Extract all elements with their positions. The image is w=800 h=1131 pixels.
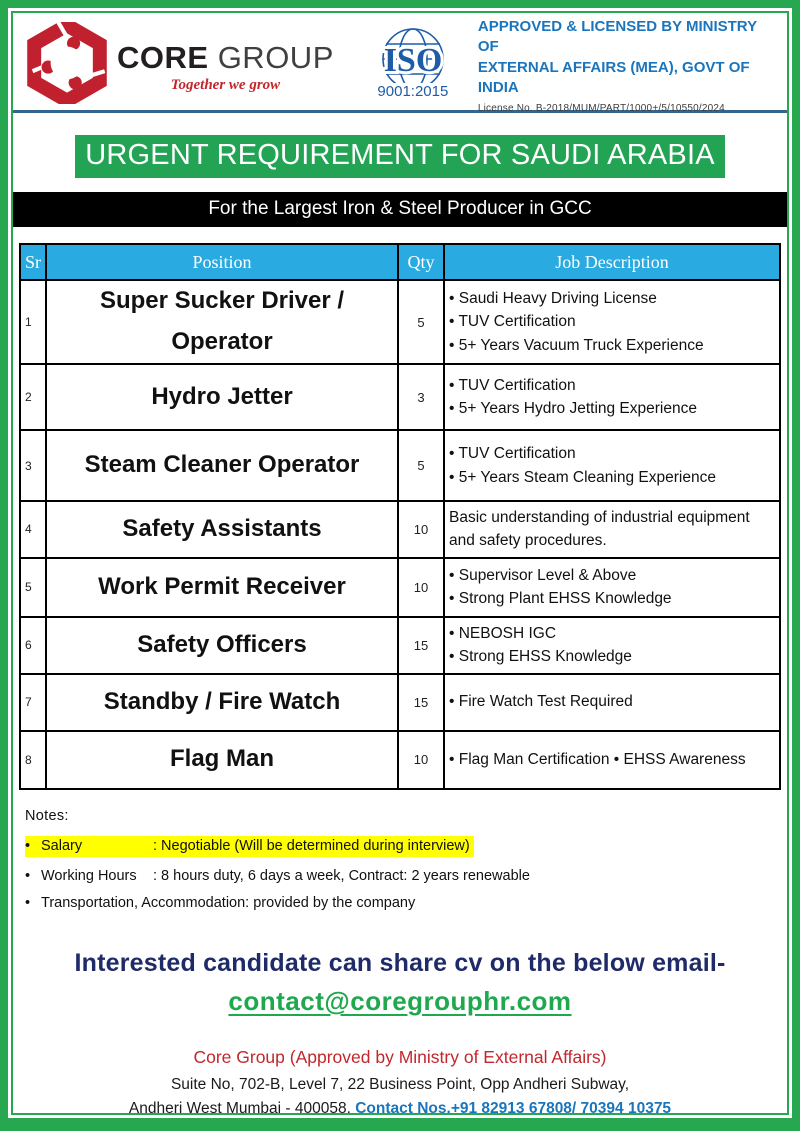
row-position: Super Sucker Driver / Operator <box>46 280 398 364</box>
bullet-icon: • <box>25 837 31 854</box>
hours-label: Working Hours <box>41 867 137 884</box>
notes-title: Notes: <box>25 807 69 824</box>
row-sr: 3 <box>20 430 46 501</box>
row-qty: 15 <box>398 674 444 731</box>
row-qty: 15 <box>398 617 444 674</box>
footer-address-line-1: Suite No, 702-B, Level 7, 22 Business Point, Opp Andheri Subway, <box>170 1075 630 1093</box>
col-header-sr: Sr <box>20 244 46 280</box>
iso-standard-label: 9001:2015 <box>362 83 464 100</box>
row-qty: 3 <box>398 364 444 430</box>
title-banner: URGENT REQUIREMENT FOR SAUDI ARABIA <box>75 135 725 178</box>
footer-address <box>19 1073 781 1116</box>
col-header-qty: Qty <box>398 244 444 280</box>
brand <box>25 22 334 104</box>
row-position: Flag Man <box>46 731 398 789</box>
approval-line-1: APPROVED & LICENSED BY MINISTRY OF <box>477 18 757 56</box>
notes-section <box>25 808 775 911</box>
transport-value: Transportation, Accommodation: provided by the company <box>41 894 416 911</box>
row-sr: 4 <box>20 501 46 558</box>
col-header-position: Position <box>46 244 398 280</box>
table-row <box>20 674 780 731</box>
table-row <box>20 617 780 674</box>
footer-contact-numbers: Contact Nos.+91 82913 67808/ 70394 10375 <box>355 1099 672 1115</box>
row-sr: 6 <box>20 617 46 674</box>
table-row <box>20 558 780 617</box>
iso-badge <box>362 25 464 100</box>
row-position: Safety Officers <box>46 617 398 674</box>
footer-address-city: Andheri West Mumbai - 400058. <box>128 1099 356 1115</box>
table-row <box>20 280 780 364</box>
license-number: License No. B-2018/MUM/PART/1000+/5/10550/2024 <box>477 103 725 114</box>
footer <box>19 1047 781 1116</box>
row-qty: 5 <box>398 280 444 364</box>
row-position: Standby / Fire Watch <box>46 674 398 731</box>
col-header-description: Job Description <box>444 244 780 280</box>
table-row <box>20 731 780 789</box>
footer-company-line: Core Group (Approved by Ministry of External Affairs) <box>193 1046 607 1067</box>
salary-highlight <box>25 836 474 857</box>
row-qty: 10 <box>398 731 444 789</box>
row-sr: 1 <box>20 280 46 364</box>
salary-value: : Negotiable (Will be determined during interview) <box>153 837 470 854</box>
row-description: Basic understanding of industrial equipment and safety procedures. <box>444 501 780 558</box>
hours-value: : 8 hours duty, 6 days a week, Contract: 2 years renewable <box>153 867 530 884</box>
row-sr: 8 <box>20 731 46 789</box>
row-sr: 7 <box>20 674 46 731</box>
row-position: Hydro Jetter <box>46 364 398 430</box>
note-working-hours <box>25 868 775 884</box>
approval-block <box>478 11 777 114</box>
row-description: • Supervisor Level & Above • Strong Plant EHSS Knowledge <box>444 558 780 617</box>
cta-text: Interested candidate can share cv on the below email- <box>74 948 726 977</box>
row-description: • Saudi Heavy Driving License • TUV Certification • 5+ Years Vacuum Truck Experience <box>444 280 780 364</box>
poster-inner-frame <box>11 11 789 1115</box>
subtitle-banner: For the Largest Iron & Steel Producer in GCC <box>13 192 787 227</box>
note-transport <box>25 895 775 911</box>
brand-name <box>117 40 334 76</box>
row-qty: 10 <box>398 558 444 617</box>
row-position: Steam Cleaner Operator <box>46 430 398 501</box>
note-salary <box>25 836 775 857</box>
brand-text <box>117 40 334 94</box>
row-sr: 2 <box>20 364 46 430</box>
contact-email-link[interactable]: contact@coregrouphr.com <box>228 985 572 1016</box>
row-description: • TUV Certification • 5+ Years Steam Cleaning Experience <box>444 430 780 501</box>
row-qty: 5 <box>398 430 444 501</box>
jobs-table <box>19 243 781 790</box>
row-description: • Flag Man Certification • EHSS Awareness <box>444 731 780 789</box>
table-row <box>20 501 780 558</box>
bullet-icon: • <box>25 867 31 884</box>
brand-name-group: GROUP <box>208 39 334 75</box>
row-qty: 10 <box>398 501 444 558</box>
row-description: • TUV Certification • 5+ Years Hydro Jetting Experience <box>444 364 780 430</box>
row-description: • NEBOSH IGC • Strong EHSS Knowledge <box>444 617 780 674</box>
header <box>19 13 781 114</box>
salary-label: Salary <box>41 837 83 854</box>
cta-section <box>19 949 781 1017</box>
core-group-logo-icon <box>25 22 109 104</box>
brand-tagline: Together we grow <box>170 76 281 93</box>
brand-name-core: CORE <box>117 39 209 75</box>
row-position: Safety Assistants <box>46 501 398 558</box>
row-sr: 5 <box>20 558 46 617</box>
bullet-icon: • <box>25 894 31 911</box>
footer-address-line-2 <box>19 1097 781 1115</box>
row-position: Work Permit Receiver <box>46 558 398 617</box>
table-row <box>20 430 780 501</box>
row-description: • Fire Watch Test Required <box>444 674 780 731</box>
approval-line-2: EXTERNAL AFFAIRS (MEA), GOVT OF INDIA <box>477 58 750 96</box>
svg-text:ISO: ISO <box>383 42 443 79</box>
table-row <box>20 364 780 430</box>
table-header-row <box>20 244 780 280</box>
